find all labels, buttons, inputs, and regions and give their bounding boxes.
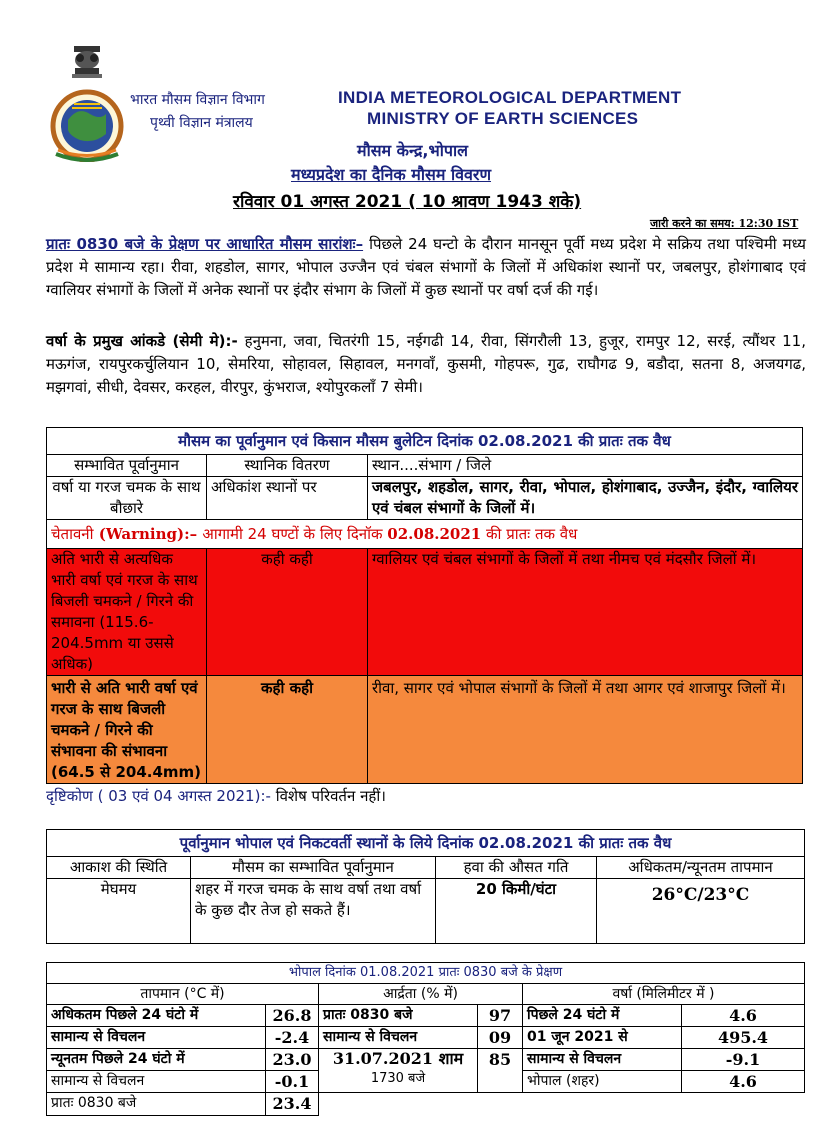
bhopal-forecast-title: पूर्वानुमान भोपाल एवं निकटवर्ती स्थानों के लिये दिनांक 02.08.2021 की प्रातः तक वैध [47, 830, 805, 857]
obs-value: 4.6 [682, 1005, 805, 1027]
forecast-row-distribution: अधिकांश स्थानों पर [207, 477, 368, 520]
rainfall-header: वर्षा (मिलिमीटर में ) [523, 984, 805, 1005]
obs-label: सामान्य से विचलन [523, 1049, 682, 1071]
date-line: रविवार 01 अगस्त 2021 ( 10 श्रावण 1943 शके) [233, 192, 582, 212]
obs-label: सामान्य से विचलन [47, 1071, 266, 1093]
bulletin-title: मध्यप्रदेश का दैनिक मौसम विवरण [291, 165, 492, 184]
obs-label: पिछले 24 घंटो में [523, 1005, 682, 1027]
outlook [46, 786, 386, 806]
rainfall-text: हनुमना, जवा, चितरंगी 15, नईगढी 14, रीवा, सिंगरौली 13, हुजूर, रामपुर 12, सरई, त्यौंथर 11, मऊगंज, रायपुरकर्चुलियान 10, सेमरिया, सोहावल, सिहावल, मनगवॉं, कुसमी, गोहपरू, गुढ, राघौगढ 9, बडौदा, सतना 8, अजयगढ, मझगवां, सीधी, देवसर, करहल, वीरपुर, कुंभराज, श्योपुरकलॉं 7 सेमी। [46, 332, 806, 396]
col-weather: मौसम का सम्भावित पूर्वानुमान [191, 857, 436, 879]
obs-label: 01 जून 2021 से [523, 1027, 682, 1049]
temperature-value: 26°C/23°C [597, 879, 805, 944]
warning-orange-description: भारी से अति भारी वर्षा एवं गरज के साथ बिजली चमकने / गिरने की संभावना की संभावना (64.5 से 204.4mm) [47, 676, 207, 784]
summary-heading: प्रातः 0830 बजे के प्रेक्षण पर आधारित मौसम सारांशः– [46, 235, 364, 253]
rainfall-figures [46, 330, 806, 399]
obs-evening-cell [319, 1049, 478, 1093]
observation-title: भोपाल दिनांक 01.08.2021 प्रातः 0830 बजे के प्रेक्षण [47, 963, 805, 984]
obs-label: भोपाल (शहर) [523, 1071, 682, 1093]
obs-label: न्यूनतम पिछले 24 घंटो में [47, 1049, 266, 1071]
imd-emblem [44, 44, 130, 162]
warning-date: 02.08.2021 [387, 525, 482, 543]
warning-period: आगामी 24 घण्टों के लिए दिनॉक [202, 525, 388, 543]
obs-value: -2.4 [266, 1027, 319, 1049]
forecast-row-outlook: वर्षा या गरज चमक के साथ बौछारे [47, 477, 207, 520]
warning-orange-distribution: कही कही [207, 676, 368, 784]
obs-label: अधिकतम पिछले 24 घंटो में [47, 1005, 266, 1027]
warning-title [47, 520, 803, 549]
issue-time: जारी करने का समय: 12:30 IST [650, 217, 799, 230]
forecast-col-distribution: स्थानिक वितरण [207, 455, 368, 477]
col-wind: हवा की औसत गति [436, 857, 597, 879]
obs-value: -0.1 [266, 1071, 319, 1093]
observation-table [46, 962, 805, 1116]
hindi-ministry-name: पृथ्वी विज्ञान मंत्रालय [150, 115, 253, 131]
outlook-label: दृष्टिकोण ( 03 एवं 04 अगस्त 2021):- [46, 787, 271, 805]
forecast-title: मौसम का पूर्वानुमान एवं किसान मौसम बुलेटिन दिनांक 02.08.2021 की प्रातः तक वैध [47, 428, 803, 455]
forecast-row-places: जबलपुर, शहडोल, सागर, रीवा, भोपाल, होशंगाबाद, उज्जैन, इंदौर, ग्वालियर एवं चंबल संभागों के जिलों में। [368, 477, 803, 520]
weather-value: शहर में गरज चमक के साथ वर्षा तथा वर्षा के कुछ दौर तेज हो सकते हैं। [191, 879, 436, 944]
obs-label: प्रातः 0830 बजे [47, 1093, 266, 1116]
english-ministry-name: MINISTRY OF EARTH SCIENCES [367, 109, 639, 128]
warning-red-distribution: कही कही [207, 549, 368, 676]
centre-name: मौसम केन्द्र,भोपाल [357, 141, 468, 160]
col-temperature: अधिकतम/न्यूनतम तापमान [597, 857, 805, 879]
wind-value: 20 किमी/घंटा [436, 879, 597, 944]
forecast-table [46, 427, 803, 784]
summary-text: पिछले 24 घन्टो के दौरान मानसून पूर्वी मध्य प्रदेश मे सक्रिय तथा पश्चिमी मध्य प्रदेश मे सामान्य रहा। रीवा, शहडोल, सागर, भोपाल उज्जैन एवं चंबल संभागों के जिलों में अधिकांश स्थानों पर, जबलपुर, होशंगाबाद एवं ग्वालियर संभागों के जिलों में अनेक स्थानों पर इंदौर संभाग के जिलों में कुछ स्थानों पर वर्षा दर्ज की गई। [46, 235, 806, 299]
outlook-text: विशेष परिवर्तन नहीं। [270, 787, 386, 805]
obs-value: 495.4 [682, 1027, 805, 1049]
obs-value: 97 [478, 1005, 523, 1027]
obs-value: -9.1 [682, 1049, 805, 1071]
obs-value: 85 [478, 1049, 523, 1093]
obs-label: 31.07.2021 शाम [332, 1049, 464, 1068]
obs-value: 26.8 [266, 1005, 319, 1027]
obs-value: 23.4 [266, 1093, 319, 1116]
rainfall-heading: वर्षा के प्रमुख आंकडे (सेमी मे):- [46, 332, 238, 350]
hindi-dept-name: भारत मौसम विज्ञान विभाग [130, 92, 265, 108]
obs-value: 4.6 [682, 1071, 805, 1093]
obs-label: सामान्य से विचलन [47, 1027, 266, 1049]
obs-label: प्रातः 0830 बजे [319, 1005, 478, 1027]
obs-value: 23.0 [266, 1049, 319, 1071]
weather-summary [46, 233, 806, 302]
warning-red-areas: ग्वालियर एवं चंबल संभागों के जिलों में तथा नीमच एवं मंदसौर जिलों में। [368, 549, 803, 676]
obs-label: सामान्य से विचलन [319, 1027, 478, 1049]
warning-red-description: अति भारी से अत्यधिक भारी वर्षा एवं गरज के साथ बिजली चमकने / गिरने की समावना (115.6-204.5mm या उससे अधिक) [47, 549, 207, 676]
sky-value: मेघमय [47, 879, 191, 944]
col-sky: आकाश की स्थिति [47, 857, 191, 879]
temperature-header: तापमान (°C में) [47, 984, 319, 1005]
bhopal-forecast-table [46, 829, 805, 944]
forecast-col-places: स्थान....संभाग / जिले [368, 455, 803, 477]
humidity-header: आर्द्रता (% में) [319, 984, 523, 1005]
warning-label-english: (Warning):– [93, 525, 203, 543]
english-dept-name: INDIA METEOROLOGICAL DEPARTMENT [338, 88, 682, 107]
obs-value: 09 [478, 1027, 523, 1049]
forecast-col-outlook: सम्भावित पूर्वानुमान [47, 455, 207, 477]
warning-valid: की प्रातः तक वैध [481, 525, 578, 543]
warning-orange-areas: रीवा, सागर एवं भोपाल संभागों के जिलों में तथा आगर एवं शाजापुर जिलों में। [368, 676, 803, 784]
warning-label: चेतावनी [51, 525, 94, 543]
obs-label: 1730 बजे [370, 1071, 426, 1086]
